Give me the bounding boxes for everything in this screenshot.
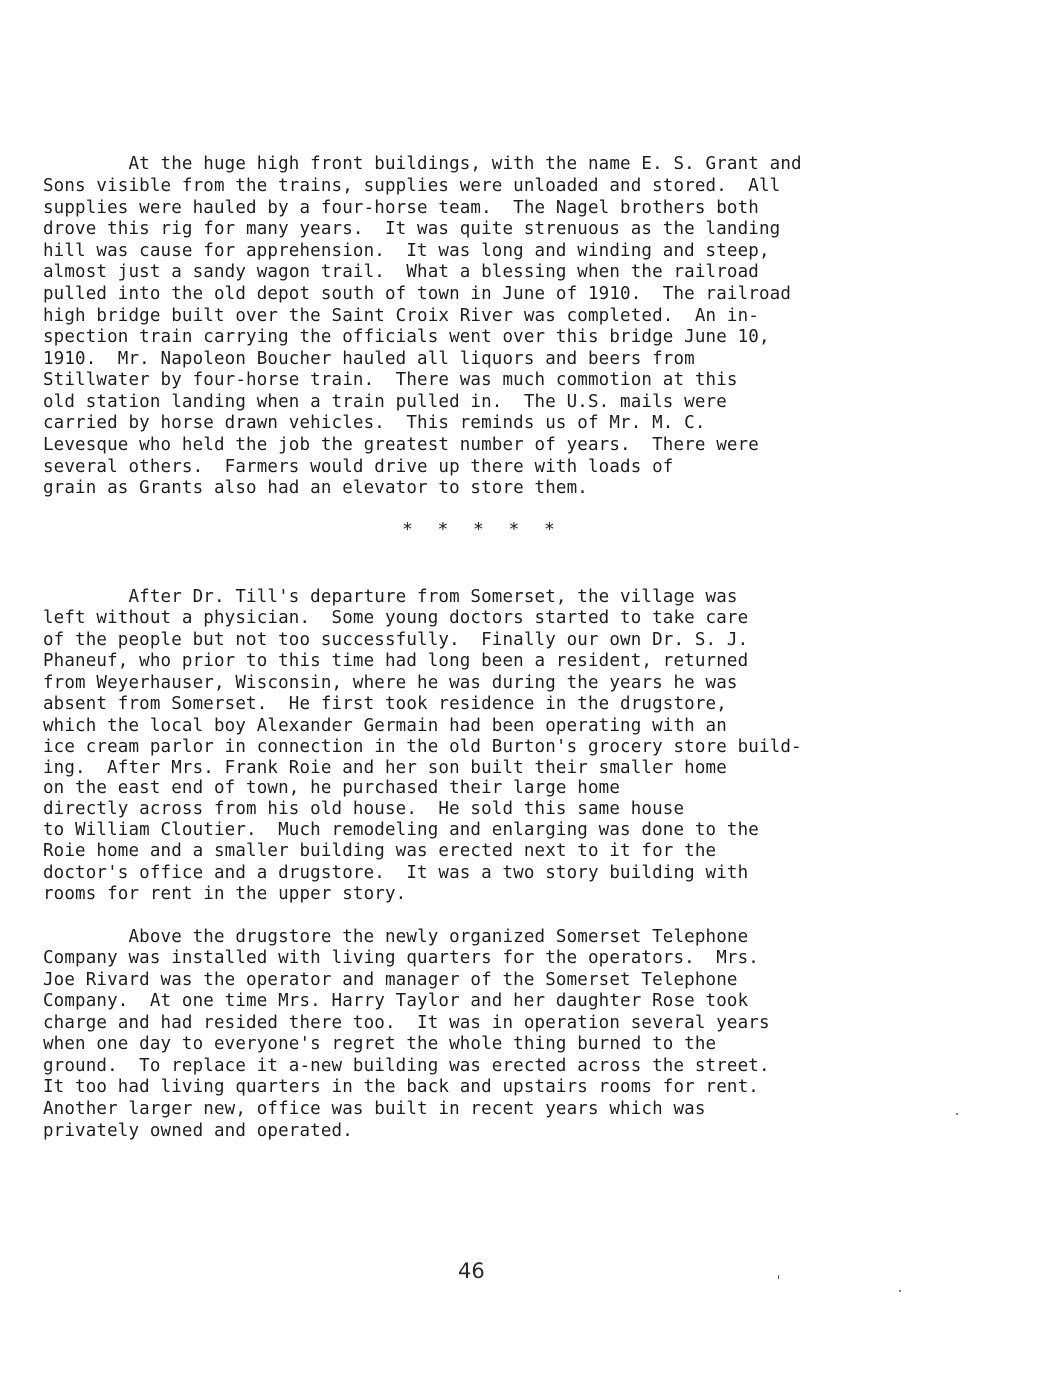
text-line: 1910. Mr. Napoleon Boucher hauled all liquors and beers from [43,349,695,369]
text-line: Sons visible from the trains, supplies were unloaded and stored. All [43,176,781,196]
page-number: 46 [458,1259,485,1283]
text-line: absent from Somerset. He first took residence in the drugstore, [43,694,727,714]
text-line: spection train carrying the officials went over this bridge June 10, [43,327,770,347]
paper-speck [778,1275,779,1279]
text-line: Another larger new, office was built in recent years which was [43,1099,706,1119]
text-line: Joe Rivard was the operator and manager of the Somerset Telephone [43,970,738,990]
text-line: which the local boy Alexander Germain had been operating with an [43,716,727,736]
text-line: left without a physician. Some young doctors started to take care [43,608,749,628]
text-line: privately owned and operated. [43,1121,353,1141]
text-line: high bridge built over the Saint Croix River was completed. An in- [43,306,759,326]
text-line: when one day to everyone's regret the whole thing burned to the [43,1034,717,1054]
text-line: ground. To replace it a-new building was erected across the street. [43,1056,770,1076]
text-line: Roie home and a smaller building was erected next to it for the [43,841,717,861]
paper-speck [899,1290,901,1292]
text-line: supplies were hauled by a four-horse team. The Nagel brothers both [43,198,759,218]
text-line: drove this rig for many years. It was quite strenuous as the landing [43,219,781,239]
text-line: ing. After Mrs. Frank Roie and her son built their smaller home [43,758,727,778]
text-line: carried by horse drawn vehicles. This reminds us of Mr. M. C. [43,413,706,433]
text-line: doctor's office and a drugstore. It was a two story building with [43,863,749,883]
text-line: charge and had resided there too. It was in operation several years [43,1013,770,1033]
text-line: It too had living quarters in the back and upstairs rooms for rent. [43,1077,759,1097]
text-line: Above the drugstore the newly organized Somerset Telephone [43,927,749,947]
text-line: After Dr. Till's departure from Somerset, the village was [43,587,738,607]
paper-speck [956,1113,958,1115]
text-line: Company. At one time Mrs. Harry Taylor and her daughter Rose took [43,991,749,1011]
text-line: directly across from his old house. He sold this same house [43,799,685,819]
text-line: from Weyerhauser, Wisconsin, where he was during the years he was [43,673,738,693]
text-line: several others. Farmers would drive up there with loads of [43,457,674,477]
text-line: grain as Grants also had an elevator to store them. [43,478,588,498]
text-line: to William Cloutier. Much remodeling and enlarging was done to the [43,820,759,840]
text-line: rooms for rent in the upper story. [43,884,407,904]
text-line: Stillwater by four-horse train. There was much commotion at this [43,370,738,390]
text-line: of the people but not too successfully. Finally our own Dr. S. J. [43,630,749,650]
section-separator: * * * * * [402,519,556,540]
text-line: old station landing when a train pulled in. The U.S. mails were [43,392,727,412]
text-line: Company was installed with living quarters for the operators. Mrs. [43,948,759,968]
text-line: At the huge high front buildings, with the name E. S. Grant and [43,154,802,174]
text-line: Levesque who held the job the greatest number of years. There were [43,435,759,455]
text-line: ice cream parlor in connection in the old Burton's grocery store build- [43,737,802,757]
text-line: Phaneuf, who prior to this time had long been a resident, returned [43,651,749,671]
text-line: pulled into the old depot south of town in June of 1910. The railroad [43,284,792,304]
text-line: almost just a sandy wagon trail. What a blessing when the railroad [43,262,759,282]
text-line: on the east end of town, he purchased their large home [43,778,621,798]
text-line: hill was cause for apprehension. It was long and winding and steep, [43,241,770,261]
